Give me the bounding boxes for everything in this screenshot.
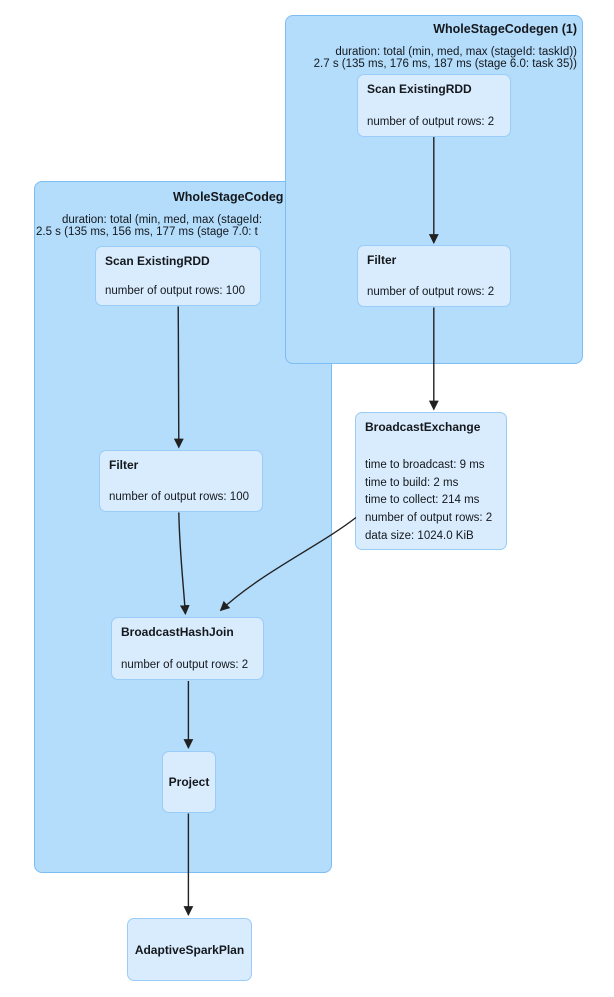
cluster-duration-line1: duration: total (min, med, max (stageId: <box>62 214 263 226</box>
node-metric: number of output rows: 2 <box>367 116 495 128</box>
node-title: Project <box>168 775 210 789</box>
node-metric: data size: 1024.0 KiB <box>365 529 474 542</box>
node-metric: time to collect: 214 ms <box>365 494 480 507</box>
node-metrics <box>365 457 492 546</box>
node-title: Scan ExistingRDD <box>105 254 210 268</box>
node-title: AdaptiveSparkPlan <box>134 942 245 957</box>
cluster-duration-line2: 2.7 s (135 ms, 176 ms, 187 ms (stage 6.0: task 35)) <box>313 57 577 70</box>
plan-node-broadcast-exchange[interactable] <box>355 412 507 550</box>
cluster-duration-line1: duration: total (min, med, max (stageId: taskId)) <box>335 46 577 58</box>
node-title: Scan ExistingRDD <box>367 82 472 96</box>
node-metric: number of output rows: 100 <box>109 491 249 503</box>
cluster-duration-line2: 2.5 s (135 ms, 156 ms, 177 ms (stage 7.0: t <box>36 225 258 238</box>
node-title: Filter <box>109 458 139 472</box>
node-metric: number of output rows: 2 <box>367 286 495 298</box>
plan-node-adaptive-spark-plan[interactable] <box>127 918 252 981</box>
cluster-wholestagecodegen-1 <box>285 15 583 364</box>
node-title: BroadcastExchange <box>365 420 481 434</box>
node-title: BroadcastHashJoin <box>121 625 234 639</box>
node-metric: number of output rows: 2 <box>365 512 493 525</box>
node-metric: number of output rows: 2 <box>121 659 249 671</box>
node-metric: time to build: 2 ms <box>365 476 459 489</box>
plan-node-filter-1[interactable] <box>357 245 511 307</box>
plan-node-broadcast-hash-join[interactable] <box>111 617 264 680</box>
node-title: Filter <box>367 253 397 267</box>
cluster-title: WholeStageCodeg <box>173 190 284 204</box>
plan-node-scan-existingrdd-2[interactable] <box>95 246 261 306</box>
node-metric: number of output rows: 100 <box>105 285 245 297</box>
plan-node-filter-2[interactable] <box>99 450 263 512</box>
plan-node-scan-existingrdd-1[interactable] <box>357 74 511 137</box>
plan-node-project[interactable] <box>162 751 216 813</box>
node-metric: time to broadcast: 9 ms <box>365 459 485 471</box>
cluster-title: WholeStageCodegen (1) <box>433 22 577 36</box>
